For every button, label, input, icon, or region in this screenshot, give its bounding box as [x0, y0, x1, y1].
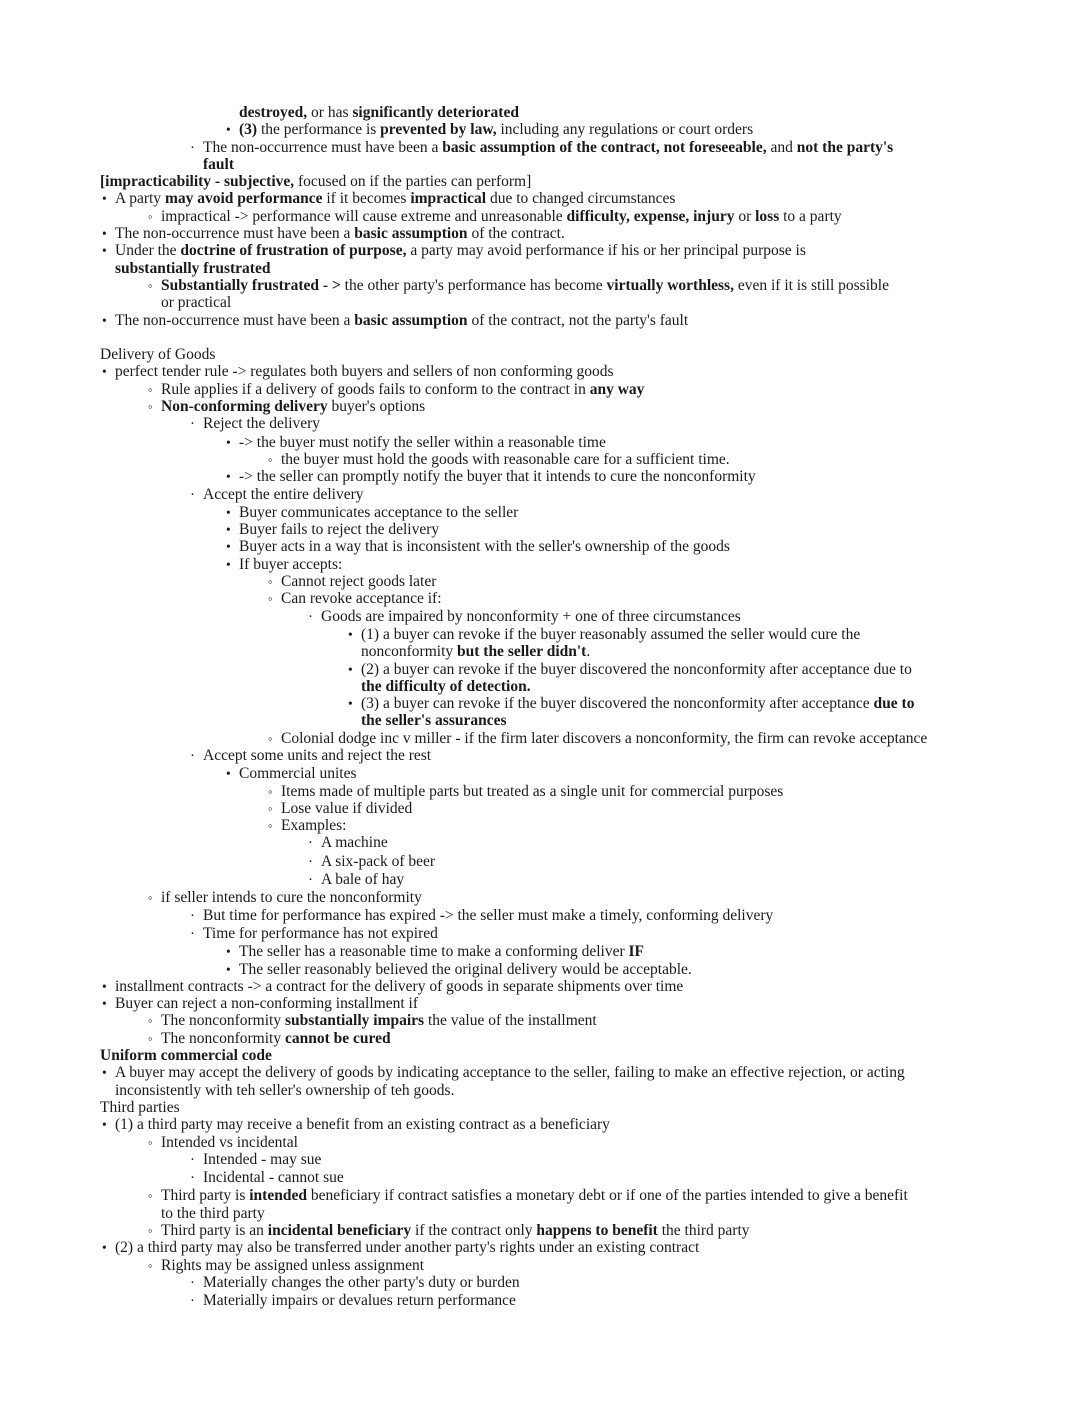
outline-line: [268, 590, 1005, 607]
outline-line: [268, 817, 1005, 834]
outline-line: [148, 277, 1005, 312]
line-text: Examples:: [281, 817, 347, 835]
line-text: Non-conforming delivery buyer's options: [161, 398, 426, 416]
bullet-circle-icon: ◦: [148, 890, 153, 906]
line-text: Third parties: [100, 1098, 180, 1116]
outline-line: [190, 1274, 1005, 1292]
line-text: -> the buyer must notify the seller within a reasonable time: [239, 433, 606, 451]
outline-line: [226, 961, 1005, 978]
bullet-dash-icon: ·: [308, 872, 313, 889]
line-text: (3) a buyer can revoke if the buyer discovered the nonconformity after acceptance due to the seller's assurances: [361, 695, 915, 730]
outline-line: [226, 121, 1005, 138]
outline-line: [190, 486, 1005, 504]
bullet-circle-icon: ◦: [148, 1134, 153, 1150]
outline-line: [148, 1222, 1005, 1239]
line-text: -> the seller can promptly notify the buyer that it intends to cure the nonconformity: [239, 468, 756, 486]
outline-line: [268, 783, 1005, 800]
line-text: destroyed, or has significantly deteriorated: [239, 104, 519, 121]
line-text: A party may avoid performance if it becomes impractical due to changed circumstances: [115, 190, 676, 208]
bullet-disc-icon: •: [102, 996, 107, 1012]
line-text: Incidental - cannot sue: [203, 1169, 344, 1187]
bullet-disc-icon: •: [226, 539, 231, 555]
outline-line: [148, 398, 1005, 415]
bullet-disc-icon: •: [102, 1117, 107, 1133]
outline-line: [226, 434, 1005, 451]
bullet-dash-icon: ·: [190, 1274, 195, 1291]
outline-line: [102, 1239, 1005, 1256]
bullet-dash-icon: ·: [190, 416, 195, 433]
line-text: Rule applies if a delivery of goods fails to conform to the contract in any way: [161, 380, 645, 398]
outline-line: [268, 730, 1005, 747]
line-text: Lose value if divided: [281, 799, 413, 817]
outline-line: [190, 415, 1005, 433]
outline-line: [148, 1012, 1005, 1029]
bullet-disc-icon: •: [102, 226, 107, 242]
outline-line: [102, 1116, 1005, 1133]
bullet-circle-icon: ◦: [148, 1030, 153, 1046]
line-text: Buyer acts in a way that is inconsistent with the seller's ownership of the goods: [239, 538, 730, 556]
line-text: Substantially frustrated - > the other party's performance has become virtually worthless, even if it is still possible or practical: [161, 276, 889, 312]
line-text: Accept the entire delivery: [203, 485, 364, 503]
outline-line: [226, 104, 1005, 121]
outline-line: [100, 346, 1005, 363]
line-text: Colonial dodge inc v miller - if the firm later discovers a nonconformity, the firm can revoke acceptance: [281, 729, 928, 747]
line-text: The non-occurrence must have been a basic assumption of the contract, not foreseeable, and not the party's fault: [203, 138, 894, 173]
outline-line: [102, 242, 1005, 277]
outline-line: [190, 747, 1005, 765]
line-text: Rights may be assigned unless assignment: [161, 1256, 425, 1274]
outline-line: [100, 1047, 1005, 1064]
line-text: The nonconformity substantially impairs the value of the installment: [161, 1012, 597, 1030]
outline-line: [102, 225, 1005, 242]
outline-line: [226, 504, 1005, 521]
bullet-disc-icon: •: [102, 1065, 107, 1081]
bullet-disc-icon: •: [226, 504, 231, 520]
line-text: Uniform commercial code: [100, 1047, 272, 1065]
bullet-circle-icon: ◦: [148, 1013, 153, 1029]
line-text: Items made of multiple parts but treated as a single unit for commercial purposes: [281, 782, 784, 800]
line-text: perfect tender rule -> regulates both buyers and sellers of non conforming goods: [115, 363, 614, 381]
bullet-dash-icon: ·: [190, 486, 195, 503]
bullet-disc-icon: •: [226, 434, 231, 450]
outline-line: [308, 853, 1005, 871]
bullet-circle-icon: ◦: [148, 399, 153, 415]
bullet-disc-icon: •: [102, 191, 107, 207]
outline-line: [148, 889, 1005, 906]
bullet-disc-icon: •: [226, 122, 231, 138]
line-text: A buyer may accept the delivery of goods by indicating acceptance to the seller, failing to make an effective rejection, or acting inconsistently with teh seller's ownership of teh goods.: [115, 1064, 905, 1099]
bullet-dash-icon: ·: [190, 1170, 195, 1187]
outline-line: [226, 556, 1005, 573]
bullet-dash-icon: ·: [308, 608, 313, 625]
line-text: the buyer must hold the goods with reasonable care for a sufficient time.: [281, 450, 730, 468]
outline-line: [102, 190, 1005, 207]
bullet-disc-icon: •: [226, 961, 231, 977]
line-text: Materially changes the other party's duty or burden: [203, 1273, 520, 1291]
bullet-disc-icon: •: [226, 766, 231, 782]
outline-line: [226, 943, 1005, 960]
outline-line: [308, 834, 1005, 852]
outline-line: [268, 573, 1005, 590]
line-text: Under the doctrine of frustration of purpose, a party may avoid performance if his or her principal purpose is substantially frustrated: [115, 242, 806, 277]
bullet-circle-icon: ◦: [148, 1188, 153, 1204]
outline-line: [102, 363, 1005, 380]
outline-line: [100, 173, 1005, 190]
outline-line: [190, 139, 1005, 174]
outline-line: [348, 626, 1005, 661]
bullet-circle-icon: ◦: [148, 1223, 153, 1238]
outline-line: [148, 1030, 1005, 1047]
line-text: A bale of hay: [321, 871, 405, 889]
outline-line: [348, 661, 1005, 696]
outline-line: [102, 978, 1005, 995]
line-text: Third party is an incidental beneficiary if the contract only happens to benefit the third party: [161, 1222, 750, 1239]
line-text: Buyer communicates acceptance to the seller: [239, 503, 519, 521]
outline-line: [348, 695, 1005, 730]
bullet-disc-icon: •: [102, 312, 107, 328]
line-text: [impracticability - subjective, focused on if the parties can perform]: [100, 173, 532, 191]
outline-line: [102, 312, 1005, 329]
outline-line: [102, 995, 1005, 1012]
line-text: A machine: [321, 834, 388, 852]
bullet-disc-icon: •: [226, 522, 231, 538]
bullet-circle-icon: ◦: [268, 591, 273, 607]
outline-line: [148, 1257, 1005, 1274]
bullet-disc-icon: •: [102, 1240, 107, 1256]
line-text: A six-pack of beer: [321, 852, 436, 870]
outline-line: [308, 608, 1005, 626]
bullet-dash-icon: ·: [308, 853, 313, 870]
outline: [100, 104, 1005, 1310]
bullet-dash-icon: ·: [190, 907, 195, 924]
line-text: The seller has a reasonable time to make a conforming deliver IF: [239, 943, 644, 961]
line-text: Commercial unites: [239, 765, 357, 783]
outline-line: [100, 1099, 1005, 1116]
line-text: If buyer accepts:: [239, 555, 343, 573]
outline-line: [148, 1187, 1005, 1222]
line-text: Materially impairs or devalues return performance: [203, 1292, 516, 1310]
line-text: (3) the performance is prevented by law, including any regulations or court orders: [239, 121, 754, 139]
bullet-disc-icon: •: [102, 978, 107, 994]
line-text: (1) a third party may receive a benefit from an existing contract as a beneficiary: [115, 1116, 610, 1134]
outline-line: [102, 1064, 1005, 1099]
bullet-circle-icon: ◦: [268, 818, 273, 834]
bullet-disc-icon: •: [348, 626, 353, 642]
bullet-circle-icon: ◦: [268, 574, 273, 590]
bullet-dash-icon: ·: [190, 747, 195, 764]
outline-line: [190, 925, 1005, 943]
bullet-circle-icon: ◦: [148, 381, 153, 397]
line-text: The nonconformity cannot be cured: [161, 1029, 391, 1047]
outline-line: [190, 1151, 1005, 1169]
line-text: (2) a buyer can revoke if the buyer discovered the nonconformity after acceptance due to the difficulty of detection.: [361, 660, 912, 695]
line-text: But time for performance has expired -> the seller must make a timely, conforming delivery: [203, 906, 774, 924]
line-text: The seller reasonably believed the original delivery would be acceptable.: [239, 960, 692, 978]
outline-line: [226, 521, 1005, 538]
line-text: Reject the delivery: [203, 415, 321, 433]
line-text: (2) a third party may also be transferred under another party's rights under an existing contract: [115, 1239, 700, 1257]
line-text: Buyer fails to reject the delivery: [239, 521, 440, 539]
outline-line: [148, 1134, 1005, 1151]
line-text: Intended vs incidental: [161, 1133, 298, 1151]
line-text: The non-occurrence must have been a basic assumption of the contract, not the party's fault: [115, 311, 689, 329]
bullet-disc-icon: •: [226, 944, 231, 960]
outline-line: [148, 208, 1005, 225]
outline-line: [268, 451, 1005, 468]
outline-line: [226, 538, 1005, 555]
line-text: Accept some units and reject the rest: [203, 746, 432, 764]
line-text: if seller intends to cure the nonconformity: [161, 889, 422, 907]
bullet-disc-icon: •: [102, 243, 107, 259]
line-text: Third party is intended beneficiary if contract satisfies a monetary debt or if one of the parties intended to give a benefit to the third party: [161, 1187, 908, 1222]
outline-line: [226, 765, 1005, 782]
line-text: Goods are impaired by nonconformity + one of three circumstances: [321, 607, 741, 625]
line-text: installment contracts -> a contract for the delivery of goods in separate shipments over time: [115, 977, 684, 995]
bullet-dash-icon: ·: [190, 1293, 195, 1310]
line-text: Intended - may sue: [203, 1150, 322, 1168]
bullet-circle-icon: ◦: [148, 1257, 153, 1273]
bullet-dash-icon: ·: [190, 925, 195, 942]
outline-line: [226, 468, 1005, 485]
bullet-disc-icon: •: [226, 556, 231, 572]
bullet-disc-icon: •: [226, 469, 231, 485]
bullet-circle-icon: ◦: [268, 783, 273, 799]
bullet-dash-icon: ·: [190, 139, 195, 156]
line-text: impractical -> performance will cause extreme and unreasonable difficulty, expense, injury or loss to a party: [161, 207, 842, 225]
line-text: Cannot reject goods later: [281, 573, 437, 591]
bullet-circle-icon: ◦: [268, 451, 273, 467]
bullet-dash-icon: ·: [308, 835, 313, 852]
line-text: Delivery of Goods: [100, 346, 216, 364]
bullet-circle-icon: ◦: [268, 730, 273, 746]
line-text: Buyer can reject a non-conforming installment if: [115, 995, 419, 1013]
blank-line: [100, 329, 1005, 346]
line-text: Can revoke acceptance if:: [281, 590, 442, 608]
outline-line: [148, 381, 1005, 398]
line-text: (1) a buyer can revoke if the buyer reasonably assumed the seller would cure the nonconformity but the seller didn't.: [361, 625, 861, 661]
outline-line: [190, 907, 1005, 925]
outline-line: [190, 1292, 1005, 1310]
bullet-disc-icon: •: [348, 696, 353, 712]
bullet-circle-icon: ◦: [148, 277, 153, 293]
line-text: The non-occurrence must have been a basic assumption of the contract.: [115, 225, 565, 243]
bullet-disc-icon: •: [102, 364, 107, 380]
line-text: Time for performance has not expired: [203, 924, 438, 942]
bullet-disc-icon: •: [348, 661, 353, 677]
outline-line: [308, 871, 1005, 889]
bullet-circle-icon: ◦: [148, 208, 153, 224]
bullet-dash-icon: ·: [190, 1151, 195, 1168]
outline-line: [190, 1169, 1005, 1187]
outline-line: [268, 800, 1005, 817]
bullet-circle-icon: ◦: [268, 800, 273, 816]
